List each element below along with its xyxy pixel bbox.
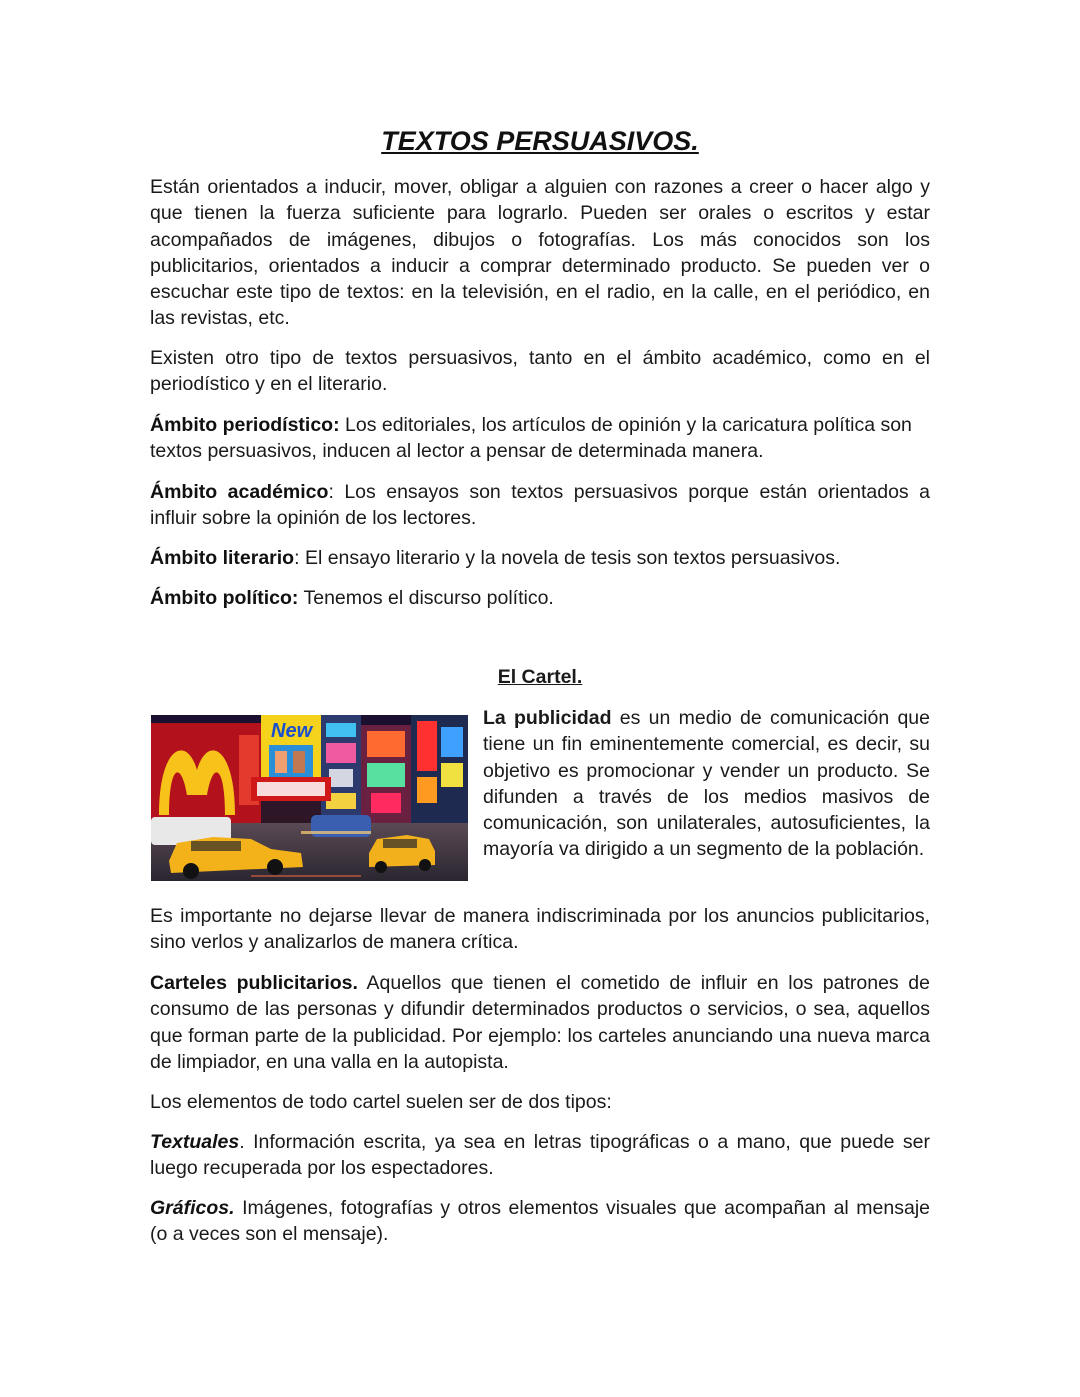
ambito-politico-text: Tenemos el discurso político. xyxy=(298,587,554,609)
ambito-periodistico-label: Ámbito periodístico: xyxy=(150,414,340,436)
carteles-text: Aquellos que tienen el cometido de influir en los patrones de consumo de las personas y difundir determinados productos o servicios, o sea, aquellos que forman parte de la publicidad. Por ejemplo: los carteles anunciando una nueva marca de limpiador, en una valla en la autopista. xyxy=(150,972,930,1073)
page-title: TEXTOS PERSUASIVOS. xyxy=(381,126,699,156)
textuales-text: . Información escrita, ya sea en letras tipográficas o a mano, que puede ser luego recuperada por los espectadores. xyxy=(150,1131,930,1180)
importante-paragraph: Es importante no dejarse llevar de manera indiscriminada por los anuncios publicitarios, sino verlos y analizarlos de manera crítica. xyxy=(150,905,930,954)
graficos-label: Gráficos. xyxy=(150,1197,235,1219)
textuales-paragraph xyxy=(150,1129,930,1182)
billboard-new-text: New xyxy=(271,720,313,742)
ambito-literario-text: : El ensayo literario y la novela de tesis son textos persuasivos. xyxy=(294,547,841,569)
graficos-text: Imágenes, fotografías y otros elementos visuales que acompañan al mensaje (o a veces son el mensaje). xyxy=(150,1197,930,1246)
ambito-politico-label: Ámbito político: xyxy=(150,587,299,609)
publicidad-text: es un medio de comunicación que tiene un fin eminentemente comercial, es decir, su objetivo es promocionar y vender un producto. Se difunden a través de los medios masivos de comunicación, son unilaterales, autosuficientes, la mayoría va dirigido a un segmento de la población. xyxy=(483,707,930,861)
other-types-paragraph: Existen otro tipo de textos persuasivos, tanto en el ámbito académico, como en el periodístico y en el literario. xyxy=(150,347,930,396)
ambito-academico-paragraph xyxy=(150,479,930,532)
elementos-paragraph: Los elementos de todo cartel suelen ser de dos tipos: xyxy=(150,1091,612,1113)
publicidad-label: La publicidad xyxy=(483,707,612,729)
ambito-academico-text: : Los ensayos son textos persuasivos porque están orientados a influir sobre la opinión de los lectores. xyxy=(150,481,930,530)
times-square-photo xyxy=(151,715,468,881)
publicidad-paragraph xyxy=(483,705,930,863)
ambito-periodistico-text: Los editoriales, los artículos de opinión y la caricatura política son textos persuasivos, inducen al lector a pensar de determinada manera. xyxy=(150,414,912,463)
textuales-label: Textuales xyxy=(150,1131,240,1153)
ambito-academico-label: Ámbito académico xyxy=(150,481,329,503)
ambito-periodistico-paragraph xyxy=(150,412,930,465)
ambito-literario-label: Ámbito literario xyxy=(150,547,295,569)
carteles-label: Carteles publicitarios. xyxy=(150,972,358,994)
ambito-literario-paragraph xyxy=(150,545,930,571)
ambito-politico-paragraph xyxy=(150,585,930,611)
carteles-paragraph xyxy=(150,970,930,1075)
section-heading-cartel: El Cartel. xyxy=(497,666,583,688)
graficos-paragraph xyxy=(150,1195,930,1248)
intro-paragraph: Están orientados a inducir, mover, obligar a alguien con razones a creer o hacer algo y que tienen la fuerza suficiente para lograrlo. Pueden ser orales o escritos y estar acompañados de imágenes, dibujos o fotografías. Los más conocidos son los publicitarios, orientados a inducir a comprar determinado producto. Se pueden ver o escuchar este tipo de textos: en la televisión, en el radio, en la calle, en el periódico, en las revistas, etc. xyxy=(150,176,930,330)
